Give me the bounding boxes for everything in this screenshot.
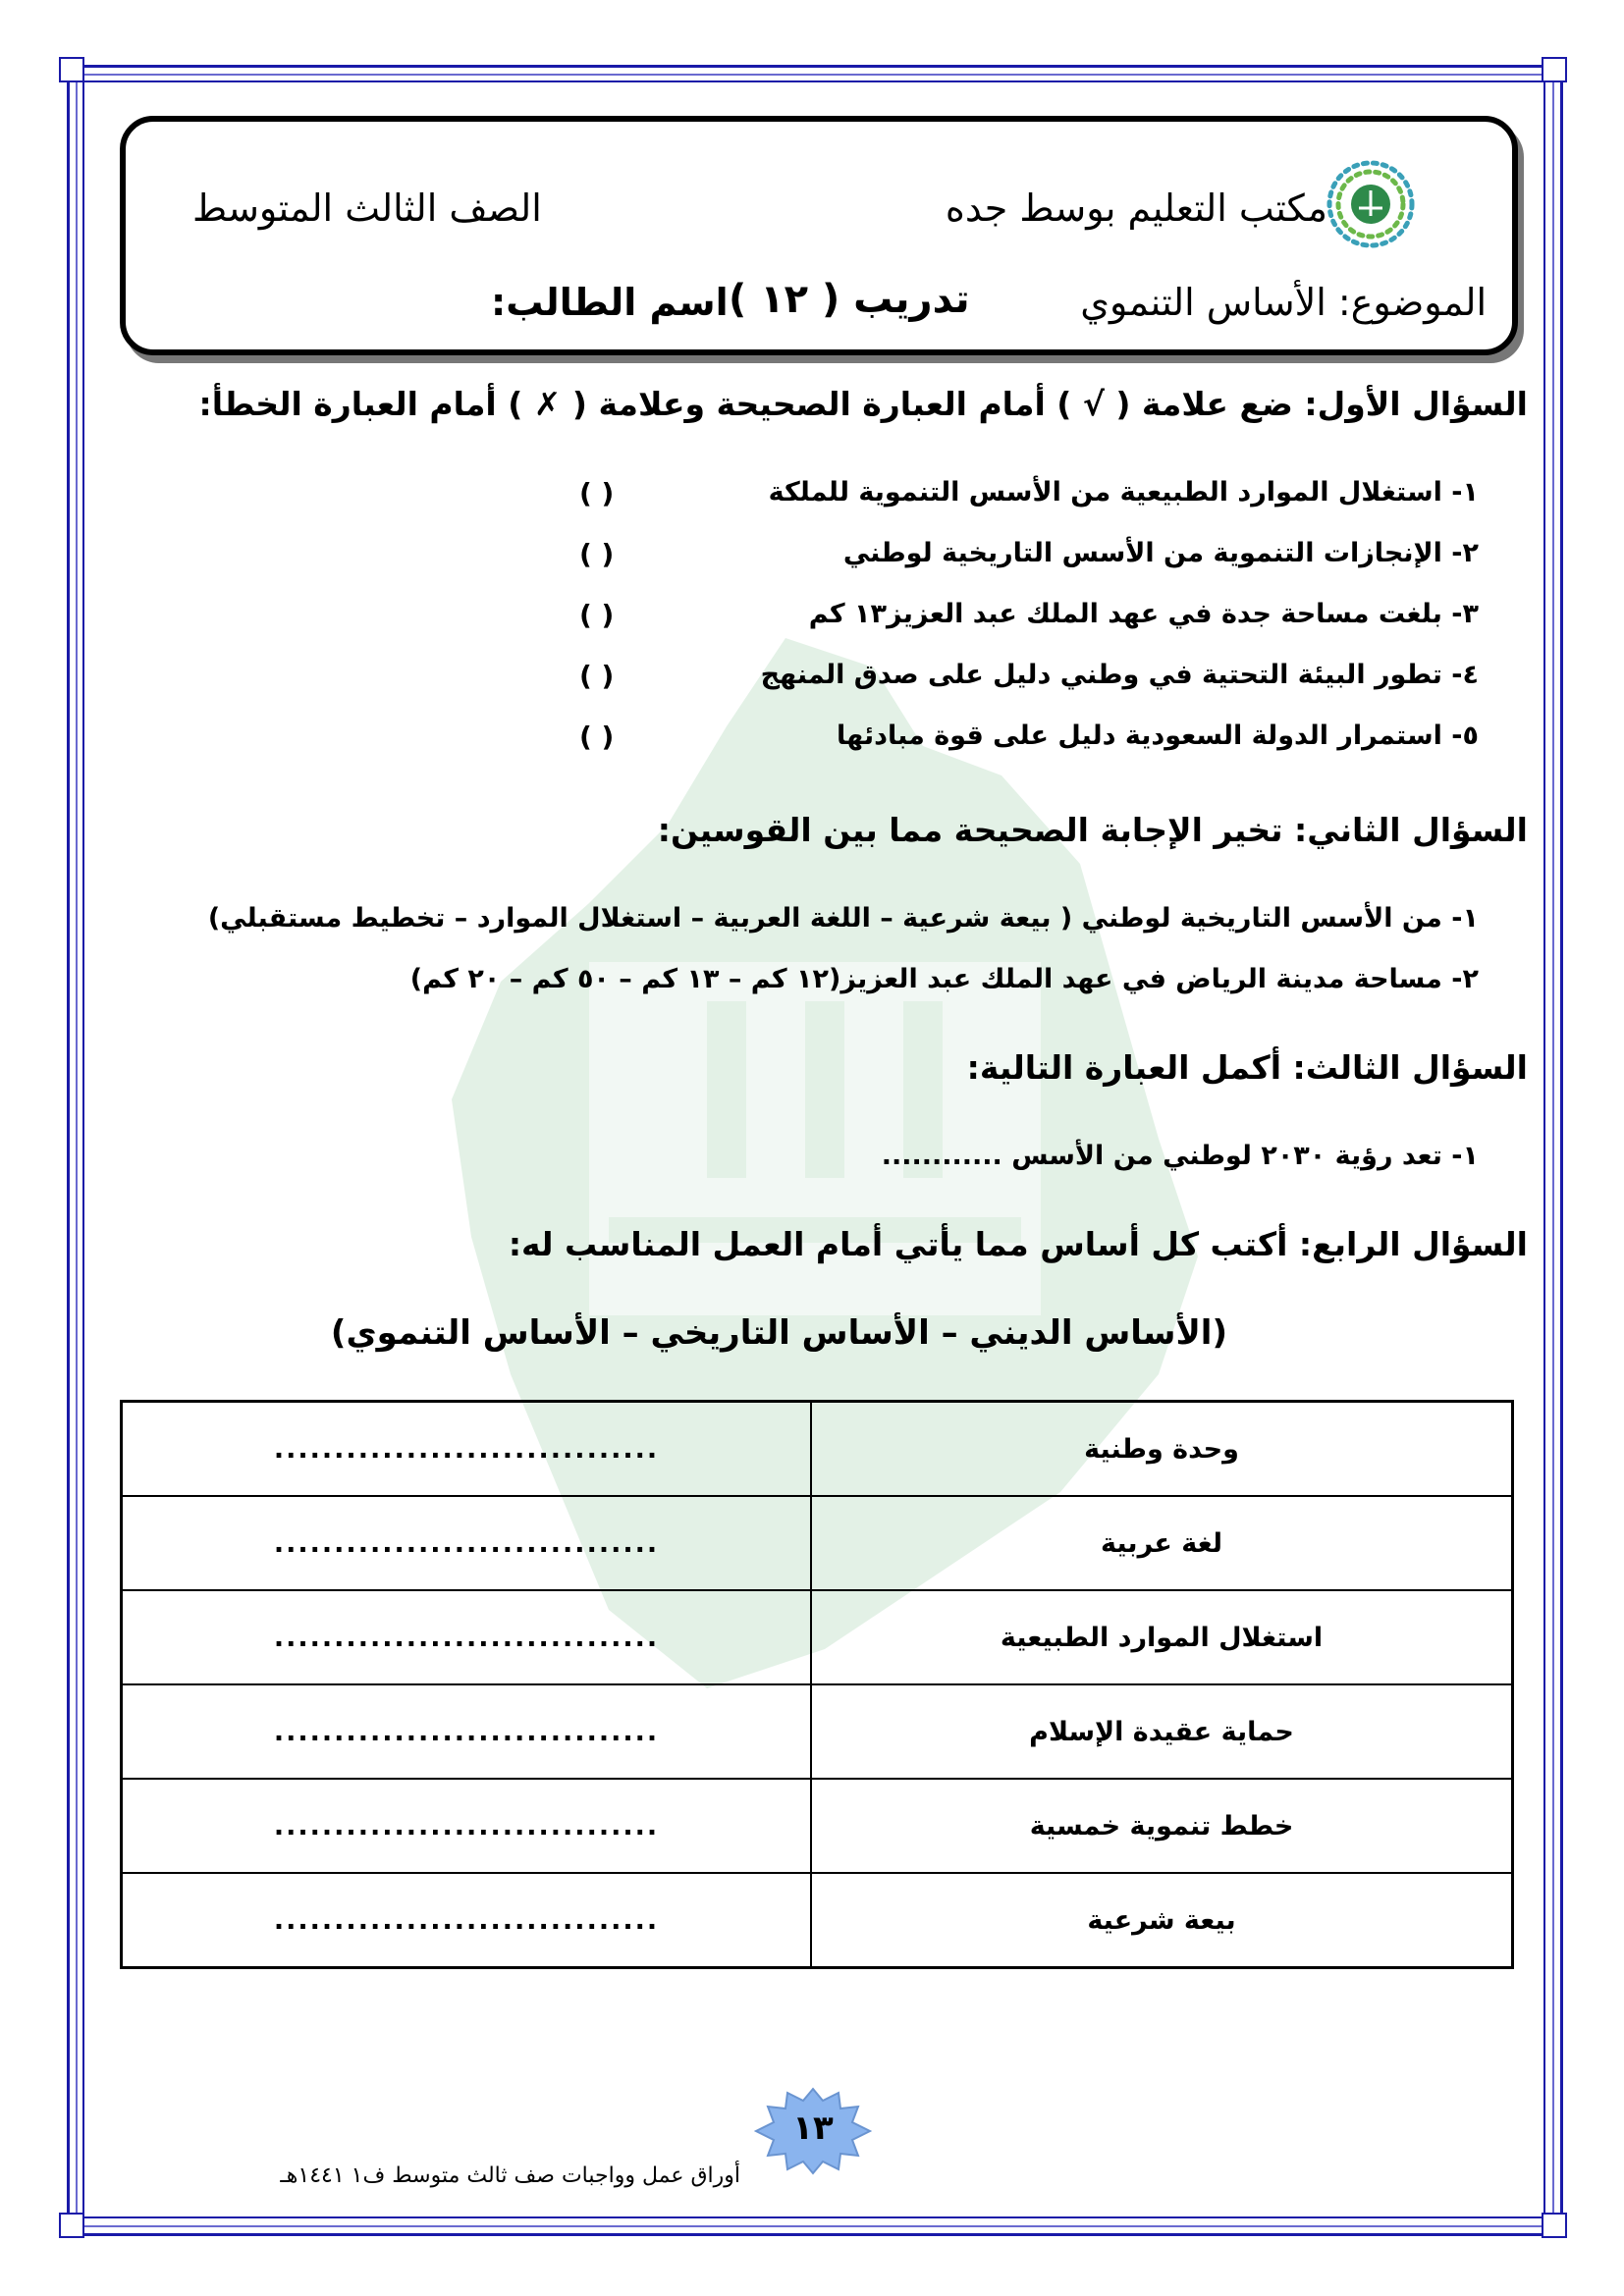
table-row bbox=[122, 1496, 1513, 1590]
q4-title: السؤال الرابع: أكتب كل أساس مما يأتي أمام العمل المناسب له: bbox=[508, 1225, 1528, 1263]
row-label: خطط تنموية خمسية bbox=[811, 1779, 1513, 1873]
q1-item bbox=[761, 660, 1479, 690]
row-label: بيعة شرعية bbox=[811, 1873, 1513, 1968]
page-number: ١٣ bbox=[792, 2109, 834, 2148]
q4-options: (الأساس الديني – الأساس التاريخي – الأساس التنموي) bbox=[330, 1313, 1227, 1353]
item-number: ١- bbox=[1451, 1141, 1479, 1171]
training-label: تدريب ( ١٢ ) bbox=[729, 277, 970, 322]
answer-blank[interactable]: ................................ bbox=[122, 1590, 812, 1684]
table-row bbox=[122, 1684, 1513, 1779]
matching-table bbox=[120, 1400, 1514, 1969]
q2-title: السؤال الثاني: تخير الإجابة الصحيحة مما بين القوسين: bbox=[657, 811, 1528, 849]
q1-item bbox=[843, 538, 1479, 568]
item-text: من الأسس التاريخية لوطني ( بيعة شرعية – اللغة العربية – استغلال الموارد – تخطيط مستقبلي) bbox=[207, 903, 1442, 934]
answer-paren[interactable]: ( ) bbox=[579, 538, 615, 570]
item-number: ٢- bbox=[1451, 538, 1479, 568]
item-text: الإنجازات التنموية من الأسس التاريخية لوطني bbox=[842, 538, 1442, 568]
item-number: ١- bbox=[1451, 477, 1479, 507]
answer-blank[interactable]: ................................ bbox=[122, 1496, 812, 1590]
row-label: وحدة وطنية bbox=[811, 1402, 1513, 1497]
frame-corner bbox=[59, 2213, 84, 2238]
office-name: مكتب التعليم بوسط جده bbox=[945, 187, 1327, 230]
item-number: ٤- bbox=[1451, 660, 1479, 690]
q2-item bbox=[410, 964, 1479, 994]
item-number: ٢- bbox=[1451, 964, 1479, 994]
row-label: حماية عقيدة الإسلام bbox=[811, 1684, 1513, 1779]
student-name-label: اسم الطالب: bbox=[491, 281, 729, 324]
answer-paren[interactable]: ( ) bbox=[579, 660, 615, 692]
item-text: مساحة مدينة الرياض في عهد الملك عبد العزيز(١٢ كم – ١٣ كم – ٥٠ كم – ٢٠ كم) bbox=[409, 964, 1442, 994]
answer-blank[interactable]: ................................ bbox=[122, 1402, 812, 1497]
grade-label: الصف الثالث المتوسط bbox=[192, 187, 542, 230]
item-text: تطور البيئة التحتية في وطني دليل على صدق المنهج bbox=[760, 660, 1442, 690]
answer-paren[interactable]: ( ) bbox=[579, 599, 615, 631]
q3-title: السؤال الثالث: أكمل العبارة التالية: bbox=[966, 1048, 1528, 1087]
answer-blank[interactable]: ................................ bbox=[122, 1684, 812, 1779]
frame-corner bbox=[1542, 2213, 1567, 2238]
table-row bbox=[122, 1590, 1513, 1684]
item-number: ٣- bbox=[1451, 599, 1479, 629]
q2-item bbox=[208, 903, 1479, 934]
row-label: استغلال الموارد الطبيعية bbox=[811, 1590, 1513, 1684]
item-text: بلغت مساحة جدة في عهد الملك عبد العزيز١٣ كم bbox=[808, 599, 1442, 629]
row-label: لغة عربية bbox=[811, 1496, 1513, 1590]
answer-paren[interactable]: ( ) bbox=[579, 721, 615, 753]
q1-item bbox=[837, 721, 1479, 751]
table-row bbox=[122, 1873, 1513, 1968]
table-row bbox=[122, 1402, 1513, 1497]
item-text: استغلال الموارد الطبيعية من الأسس التنموية للملكة bbox=[768, 477, 1442, 507]
frame-corner bbox=[59, 57, 84, 82]
item-text: تعد رؤية ٢٠٣٠ لوطني من الأسس ............ bbox=[881, 1141, 1442, 1171]
table-row bbox=[122, 1779, 1513, 1873]
answer-blank[interactable]: ................................ bbox=[122, 1873, 812, 1968]
answer-blank[interactable]: ................................ bbox=[122, 1779, 812, 1873]
item-number: ٥- bbox=[1451, 721, 1479, 751]
item-text: استمرار الدولة السعودية دليل على قوة مبادئها bbox=[837, 721, 1442, 751]
q3-item bbox=[882, 1141, 1479, 1171]
q1-item bbox=[769, 477, 1479, 507]
item-number: ١- bbox=[1451, 903, 1479, 934]
q1-item bbox=[809, 599, 1479, 629]
subject-label: الموضوع: الأساس التنموي bbox=[1080, 281, 1487, 324]
q1-title: السؤال الأول: ضع علامة ( √ ) أمام العبارة الصحيحة وعلامة ( ✗ ) أمام العبارة الخطأ: bbox=[198, 385, 1528, 423]
footer-text: أوراق عمل وواجبات صف ثالث متوسط ف١ ١٤٤١هـ bbox=[280, 2163, 740, 2188]
answer-paren[interactable]: ( ) bbox=[579, 477, 615, 509]
ministry-logo-icon bbox=[1324, 157, 1418, 251]
frame-corner bbox=[1542, 57, 1567, 82]
